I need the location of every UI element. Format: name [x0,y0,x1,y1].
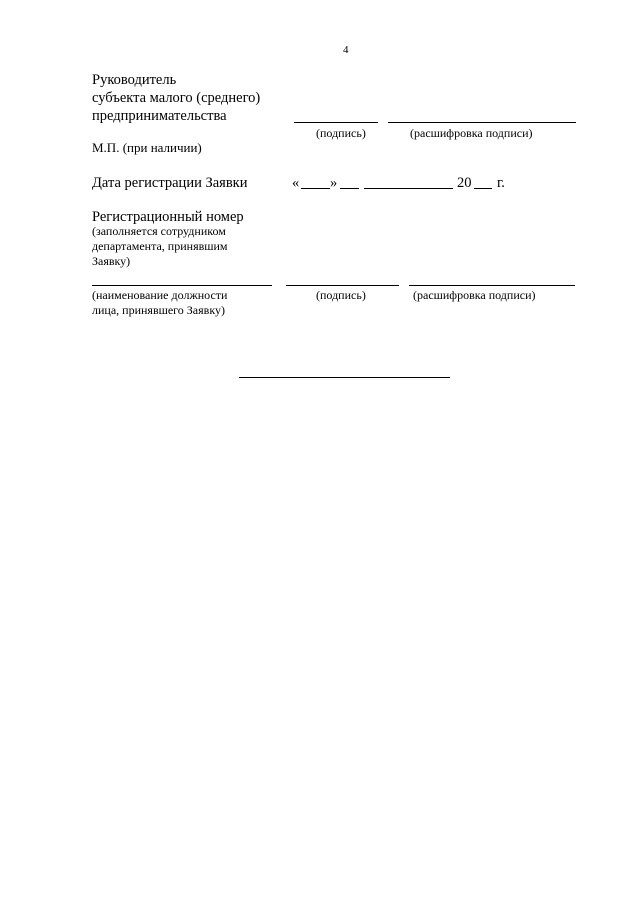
stamp-note: М.П. (при наличии) [92,140,202,155]
closing-separator-line [239,377,450,378]
bottom-signature-line [286,285,399,286]
head-title-line1: Руководитель [92,72,177,88]
date-close-quote: » [330,175,338,191]
head-signature-line [294,122,378,123]
date-day-line [301,188,330,189]
head-signature-caption: (подпись) [316,126,366,140]
bottom-position-caption-line2: лица, принявшего Заявку) [92,303,225,317]
bottom-decoding-line [409,285,575,286]
bottom-decoding-caption: (расшифровка подписи) [413,288,536,302]
registration-number-note-line2: департамента, принявшим [92,239,228,253]
registration-number-note-line3: Заявку) [92,254,131,268]
head-title-line3: предпринимательства [92,108,227,124]
date-open-quote: « [292,175,300,191]
head-decoding-caption: (расшифровка подписи) [410,126,533,140]
date-year-prefix: 20 [457,175,472,191]
date-year-line [474,188,492,189]
bottom-position-caption-line1: (наименование должности [92,288,228,302]
bottom-position-line [92,285,272,286]
date-year-suffix: г. [497,175,505,191]
registration-number-note-line1: (заполняется сотрудником [92,224,226,238]
head-decoding-line [388,122,576,123]
bottom-signature-caption: (подпись) [316,288,366,302]
date-after-quote-line [340,188,359,189]
page-number: 4 [343,44,349,56]
date-month-line [364,188,453,189]
registration-date-label: Дата регистрации Заявки [92,175,248,191]
registration-number-label: Регистрационный номер [92,209,244,225]
head-title-line2: субъекта малого (среднего) [92,90,261,106]
